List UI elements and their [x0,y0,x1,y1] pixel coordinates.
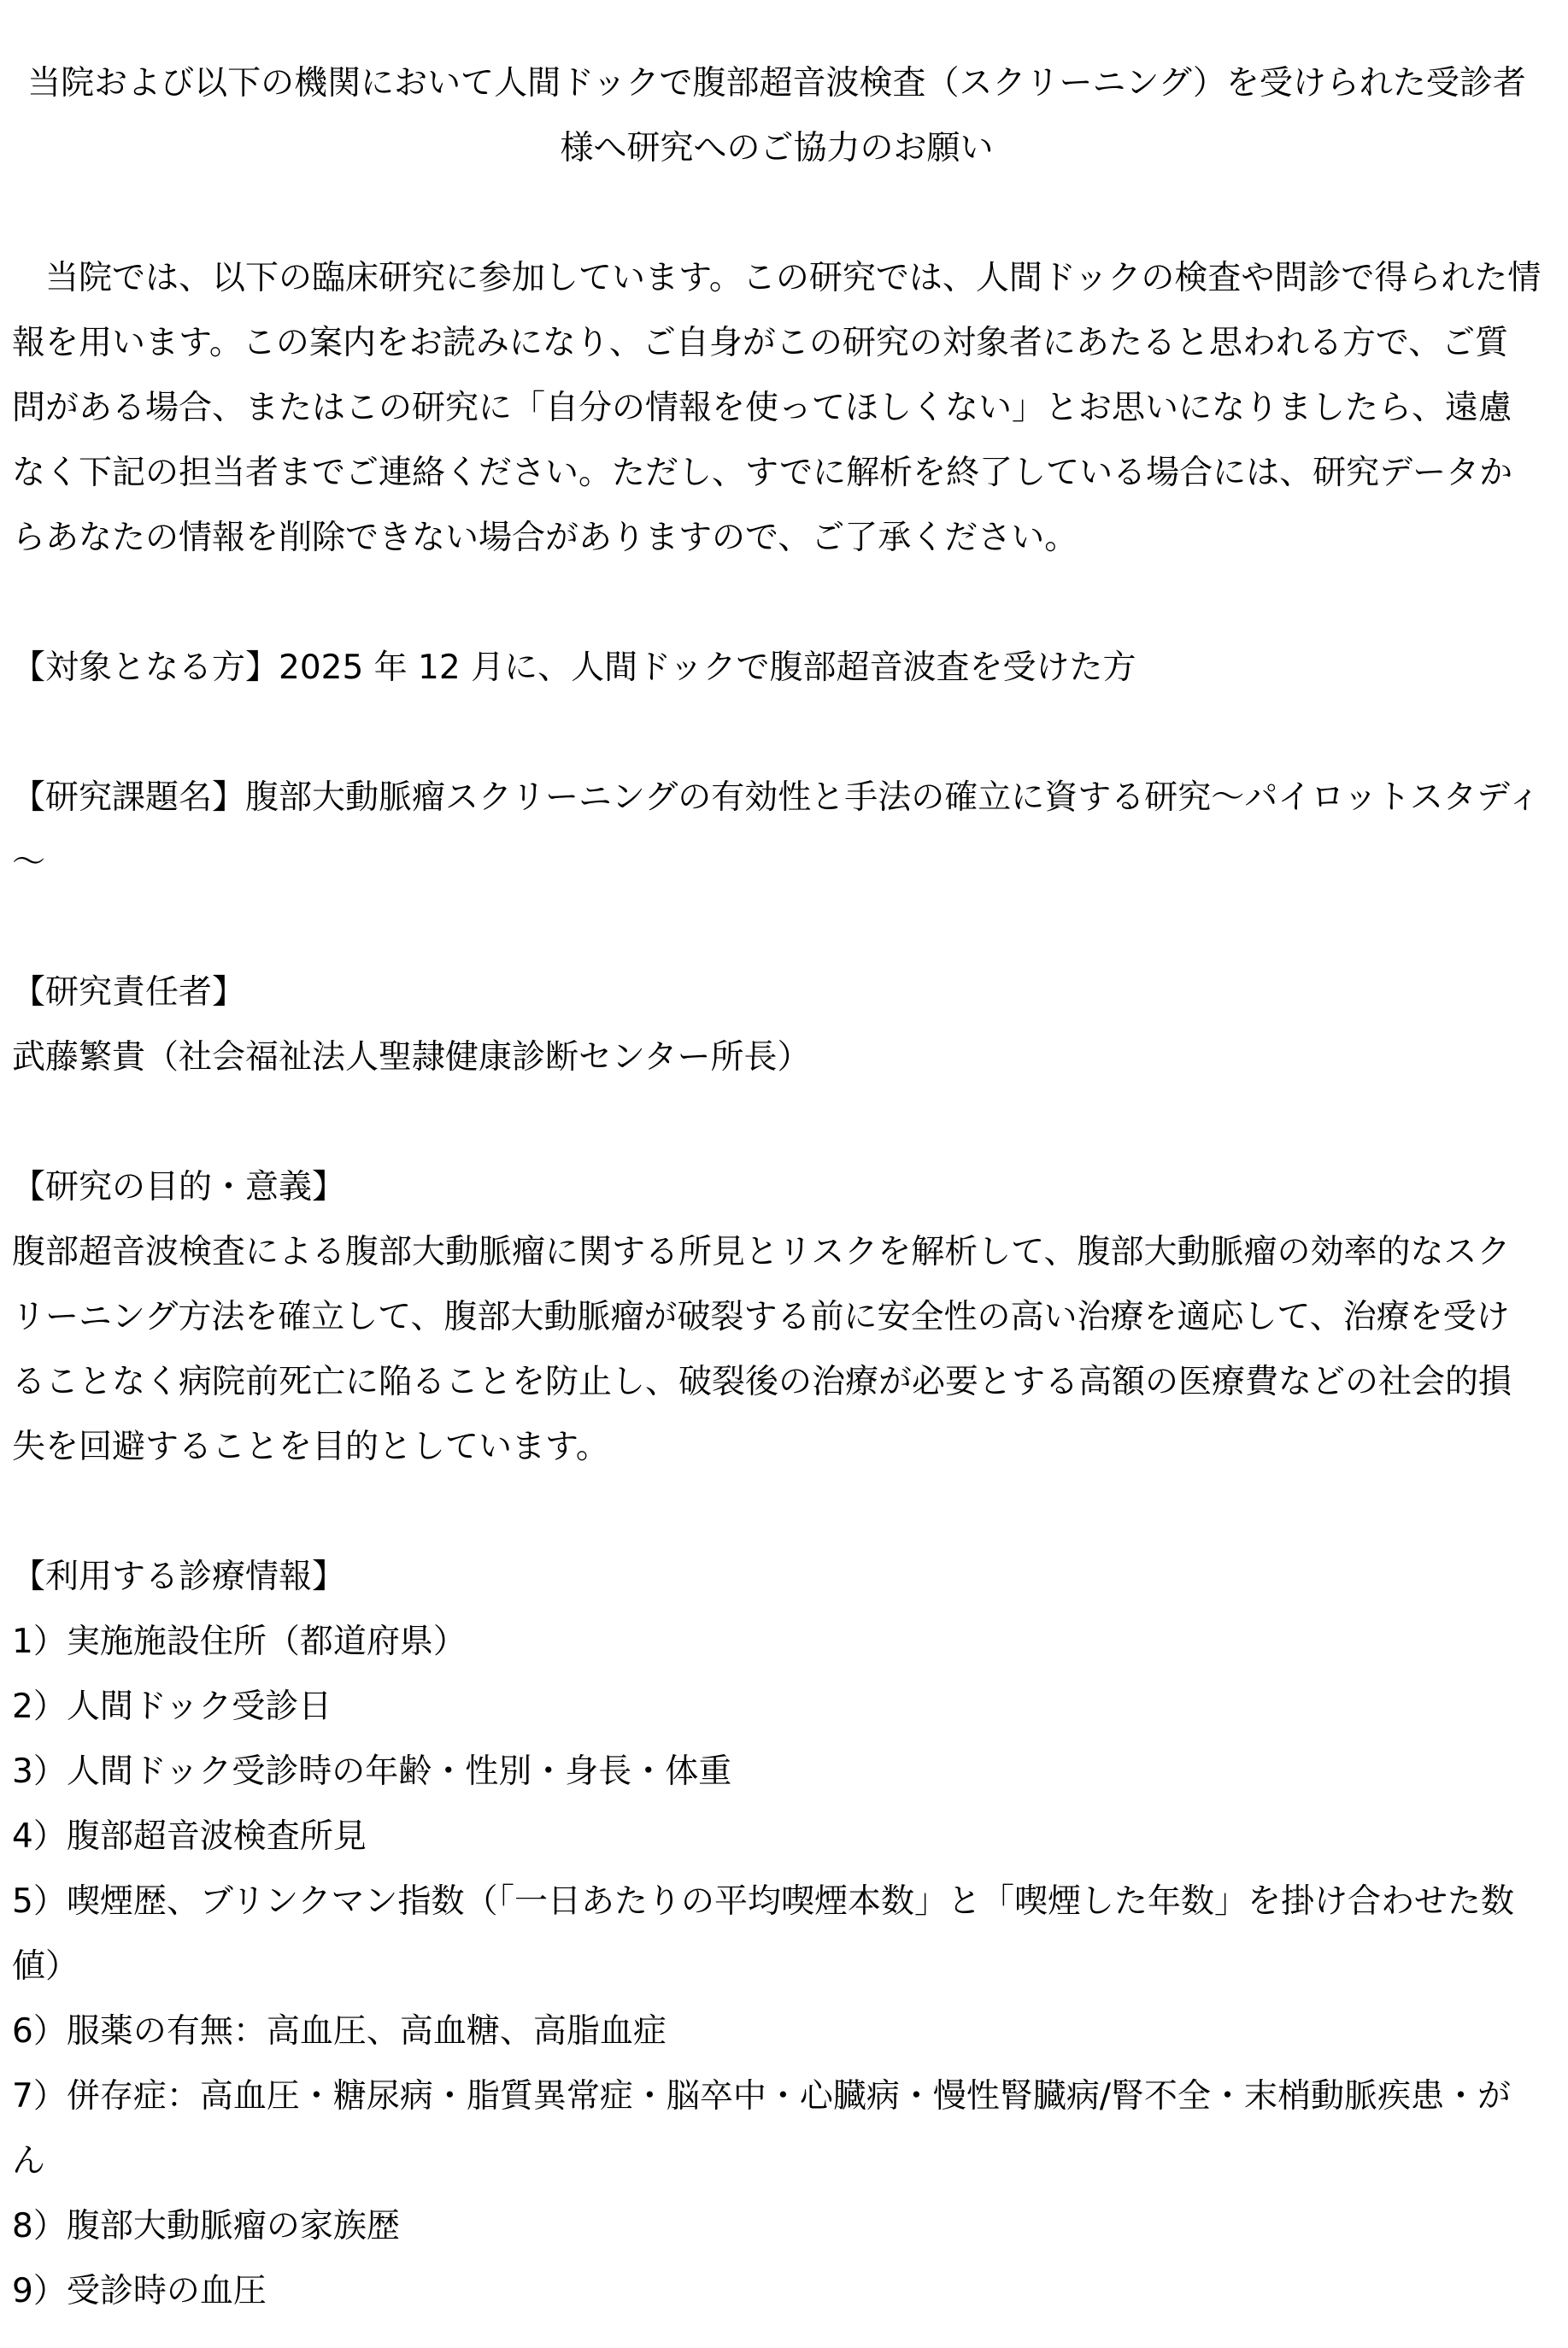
spacer [12,1090,1542,1155]
spacer [12,895,1542,960]
spacer [12,701,1542,766]
research-title-section: 【研究課題名】腹部大動脈瘤スクリーニングの有効性と手法の確立に資する研究～パイロットスタディ～ [12,778,1541,882]
document-page [12,51,1542,2324]
spacer [12,181,1542,246]
list-item: 3）人間ドック受診時の年齢・性別・身長・体重 [12,1752,732,1791]
spacer [12,1480,1542,1545]
list-item: 1）実施施設住所（都道府県） [12,1623,467,1661]
list-item: 7）併存症：高血圧・糖尿病・脂質異常症・脳卒中・心臓病・慢性腎臓病/腎不全・末梢動脈疾患・がん [12,2077,1511,2181]
list-item: 5）喫煙歴、ブリンクマン指数（「一日あたりの平均喫煙本数」と「喫煙した年数」を掛け合わせた数値） [12,1882,1514,1986]
leader-heading: 【研究責任者】 [12,973,246,1012]
spacer [12,571,1542,636]
list-item: 6）服薬の有無：高血圧、高血糖、高脂血症 [12,2012,667,2051]
purpose-text: 腹部超音波検査による腹部大動脈瘤に関する所見とリスクを解析して、腹部大動脈瘤の効率的なスクリーニング方法を確立して、腹部大動脈瘤が破裂する前に安全性の高い治療を適応して、治療を受けることなく病院前死亡に陥ることを防止し、破裂後の治療が必要とする高額の医療費などの社会的損失を回避することを目的としています。 [12,1233,1512,1466]
info-heading: 【利用する診療情報】 [12,1558,346,1596]
list-item: 2）人間ドック受診日 [12,1688,332,1726]
purpose-heading: 【研究の目的・意義】 [12,1168,346,1206]
leader-name: 武藤繁貴（社会福祉法人聖隷健康診断センター所長） [12,1038,811,1077]
info-list [12,1610,1542,2324]
target-section: 【対象となる方】2025 年 12 月に、人間ドックで腹部超音波査を受けた方 [12,649,1136,687]
list-item: 4）腹部超音波検査所見 [12,1817,367,1856]
list-item: 9）受診時の血圧 [12,2272,267,2310]
document-title: 当院および以下の機関において人間ドックで腹部超音波検査（スクリーニング）を受けられた受診者様へ研究へのご協力のお願い [27,64,1526,167]
list-item: 8）腹部大動脈瘤の家族歴 [12,2207,400,2245]
intro-paragraph: 当院では、以下の臨床研究に参加しています。この研究では、人間ドックの検査や問診で得られた情報を用います。この案内をお読みになり、ご自身がこの研究の対象者にあたると思われる方で、ご質問がある場合、またはこの研究に「自分の情報を使ってほしくない」とお思いになりましたら、遠慮なく下記の担当者までご連絡ください。ただし、すでに解析を終了している場合には、研究データからあなたの情報を削除できない場合がありますので、ご了承ください。 [12,259,1542,557]
